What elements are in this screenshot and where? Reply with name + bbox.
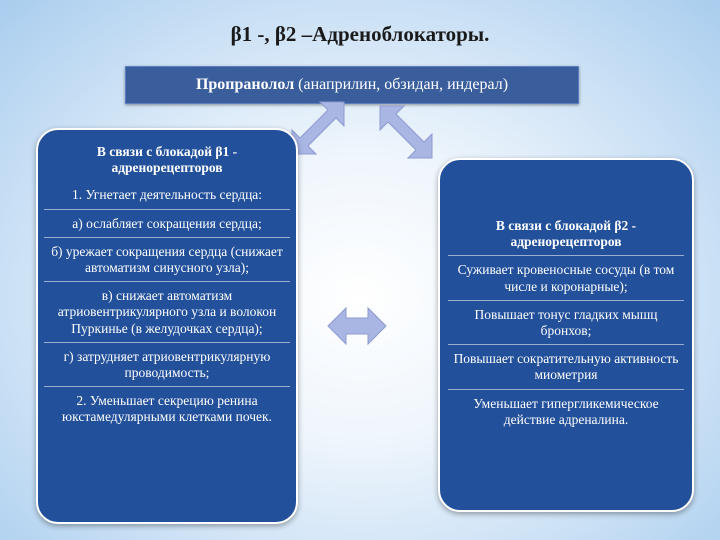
slide-title: β1 -, β2 –Адреноблокаторы. <box>230 22 490 46</box>
beta1-effect-c: в) снижает автоматизм атриовентрикулярного узла и волокон Пуркинье (в желудочках сердца); <box>44 288 290 343</box>
beta1-heading: В связи с блокадой β1 - адренорецепторов <box>96 144 238 176</box>
beta2-effect-4: Уменьшает гипергликемическое действие адреналина. <box>473 395 659 427</box>
beta2-effect-3: Повышает сократительную активность миометрия <box>448 351 684 389</box>
beta1-effect-b: б) урежает сокращения сердца (снижает автоматизм синусного узла); <box>44 244 290 282</box>
beta1-effects-panel <box>36 128 298 524</box>
beta2-heading: В связи с блокадой β2 - адренорецепторов <box>448 218 684 256</box>
beta2-effects-panel <box>438 158 694 512</box>
drug-synonyms: (анаприлин, обзидан, индерал) <box>294 76 509 93</box>
beta2-effect-2: Повышает тонус гладких мышц бронхов; <box>448 307 684 345</box>
beta1-effect-1: 1. Угнетает деятельность сердца: <box>44 187 290 209</box>
drug-name: Пропранолол <box>195 76 295 93</box>
beta1-effect-d: г) затрудняет атриовентрикулярную проводимость; <box>44 349 290 387</box>
drug-name-box <box>125 66 579 104</box>
beta2-effect-1: Суживает кровеносные сосуды (в том числе и коронарные); <box>448 262 684 300</box>
beta1-effect-2: 2. Уменьшает секрецию ренина юкстамедулярными клетками почек. <box>62 393 272 425</box>
beta1-effect-a: а) ослабляет сокращения сердца; <box>44 216 290 238</box>
arrow-horizontal-icon <box>326 306 388 346</box>
arrow-right-diagonal-icon <box>378 104 434 160</box>
arrow-left-diagonal-icon <box>290 100 346 156</box>
